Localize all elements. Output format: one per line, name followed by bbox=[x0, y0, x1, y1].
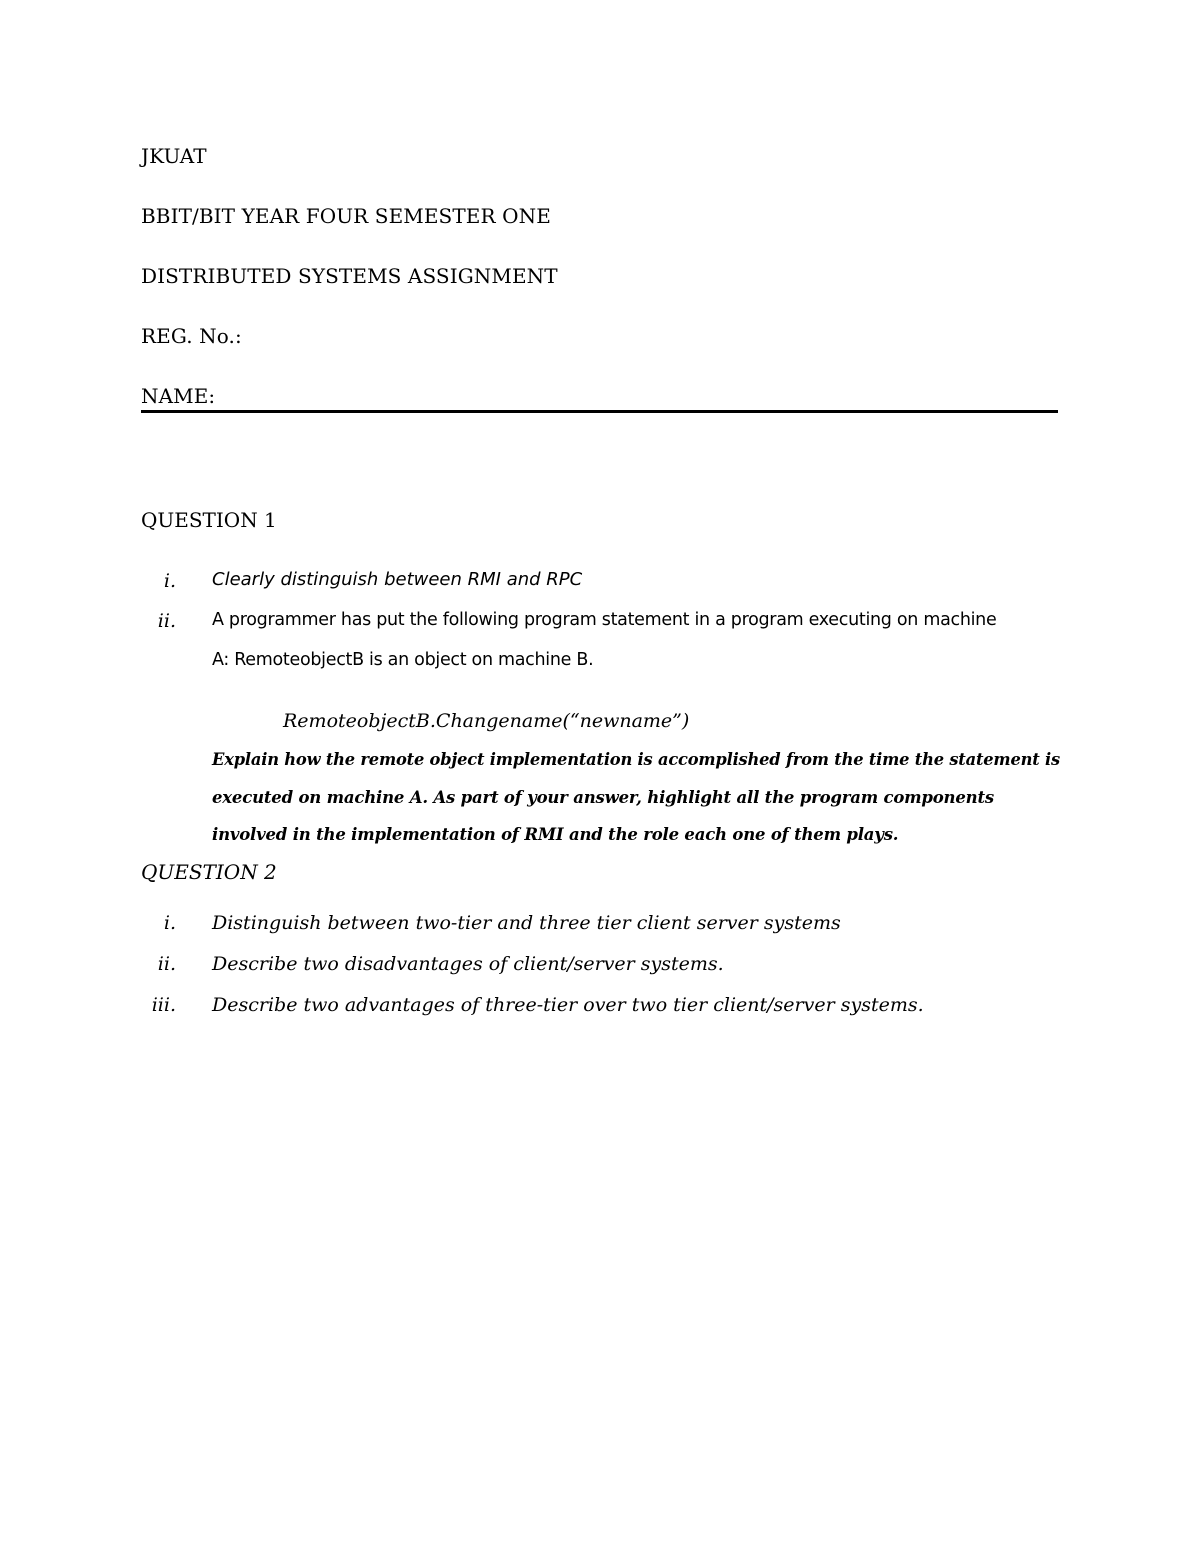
question-2-title: QUESTION 2 bbox=[141, 860, 277, 884]
assignment-title: DISTRIBUTED SYSTEMS ASSIGNMENT bbox=[141, 264, 558, 288]
name-label: NAME: bbox=[141, 384, 216, 408]
q1-item-1-number: i. bbox=[163, 570, 176, 592]
q2-item-1-number: i. bbox=[163, 912, 176, 934]
q2-item-3-number: iii. bbox=[151, 994, 176, 1016]
name-underline bbox=[141, 410, 1058, 413]
q1-code-statement: RemoteobjectB.Changename(“newname”) bbox=[283, 710, 690, 732]
course-title: BBIT/BIT YEAR FOUR SEMESTER ONE bbox=[141, 204, 551, 228]
q2-item-2-number: ii. bbox=[157, 953, 176, 975]
q1-item-1-text: Clearly distinguish between RMI and RPC bbox=[212, 569, 583, 590]
q1-item-2-line-1: A programmer has put the following program statement in a program executing on machine bbox=[212, 610, 997, 630]
q1-item-2-line-2: A: RemoteobjectB is an object on machine B. bbox=[212, 650, 594, 670]
q2-item-1-text: Distinguish between two-tier and three tier client server systems bbox=[212, 912, 841, 934]
reg-number-label: REG. No.: bbox=[141, 324, 242, 348]
q1-explain-line-3: involved in the implementation of RMI and the role each one of them plays. bbox=[212, 825, 899, 844]
question-1-title: QUESTION 1 bbox=[141, 508, 277, 532]
q2-item-3-text: Describe two advantages of three-tier over two tier client/server systems. bbox=[212, 994, 924, 1016]
q1-explain-line-1: Explain how the remote object implementation is accomplished from the time the statement is bbox=[212, 750, 1060, 769]
q2-item-2-text: Describe two disadvantages of client/server systems. bbox=[212, 953, 724, 975]
q1-explain-line-2: executed on machine A. As part of your answer, highlight all the program components bbox=[212, 788, 994, 807]
institution-name: JKUAT bbox=[141, 144, 207, 168]
q1-item-2-number: ii. bbox=[157, 610, 176, 632]
